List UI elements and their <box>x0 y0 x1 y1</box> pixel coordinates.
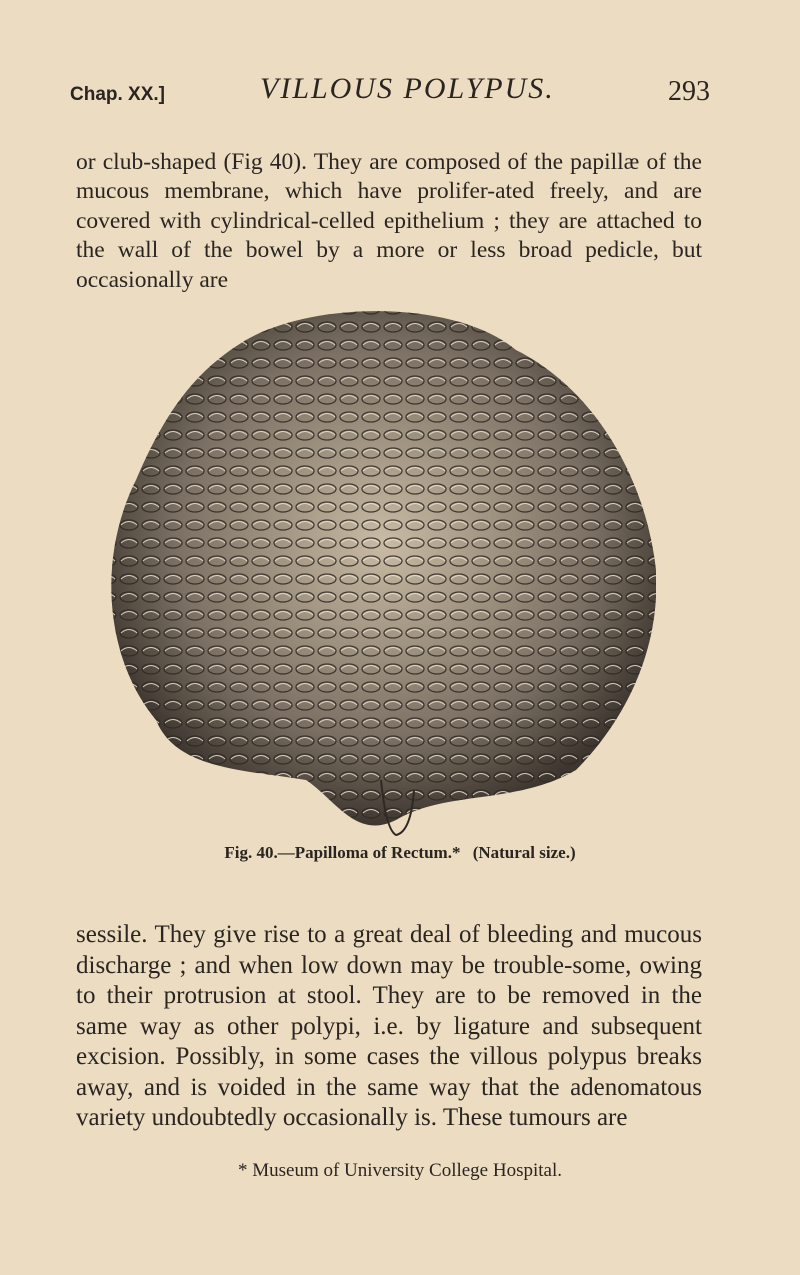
paragraph-bottom: sessile. They give rise to a great deal of bleeding and mucous discharge ; and when low down may be trouble-some, owing to their protrusion at stool. They are to be removed in the same way as other polypi, i.e. by ligature and subsequent excision. Possibly, in some cases the villous polypus breaks away, and is voided in the same way that the adenomatous variety undoubtedly occasionally is. These tumours are <box>76 921 702 1131</box>
paragraph-top: or club-shaped (Fig 40). They are composed of the papillæ of the mucous membrane, which have prolifer-ated freely, and are covered with cylindrical-celled epithelium ; they are attached to the wall of the bowel by a more or less broad pedicle, but occasionally are <box>76 148 702 293</box>
figure-label: Fig. 40.—Papilloma of Rectum.* <box>224 843 461 862</box>
chapter-label: Chap. XX.] <box>70 84 166 105</box>
footnote: * Museum of University College Hospital. <box>237 1160 563 1181</box>
papilloma-illustration <box>96 300 656 840</box>
figure-note: (Natural size.) <box>472 843 576 862</box>
figure-caption <box>0 843 800 863</box>
page-number: 293 <box>668 76 710 107</box>
page-header <box>70 70 710 114</box>
running-title: VILLOUS POLYPUS. <box>260 72 555 105</box>
